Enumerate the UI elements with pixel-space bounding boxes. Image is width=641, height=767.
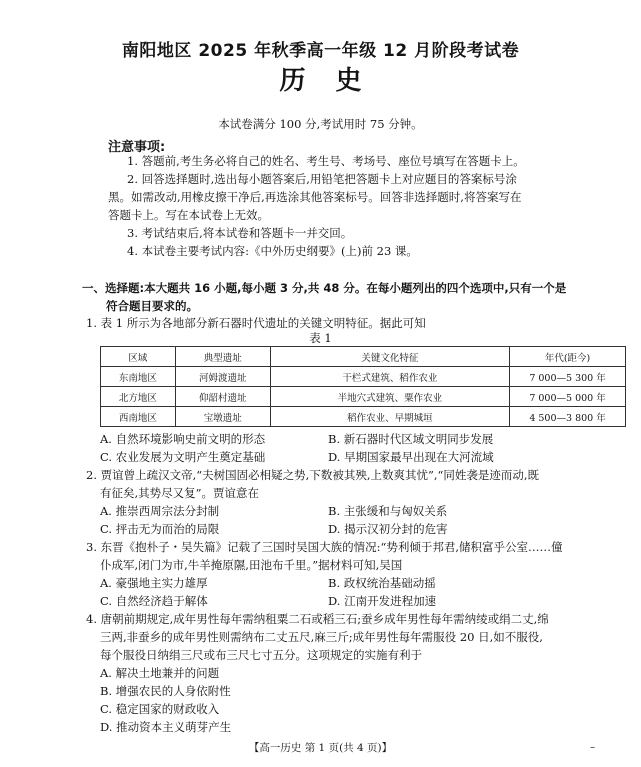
q1-option-a: A. 自然环境影响史前文明的形态 [100,432,266,446]
q2-option-a: A. 推崇西周宗法分封制 [100,504,220,518]
table-cell: 东南地区 [101,367,176,387]
q3-option-a: A. 豪强地主实力雄厚 [100,576,208,590]
q4-line-1: 4. 唐朝前期规定,成年男性每年需纳租粟二石或稻三石;蚕乡成年男性每年需纳绫或绢二丈,绵 [86,612,549,626]
table-cell: 4 500—3 800 年 [510,407,626,427]
table-header: 年代(距今) [510,347,626,367]
q2-option-d: D. 揭示汉初分封的危害 [328,522,448,536]
q3-line-1: 3. 东晋《抱朴子・吴失篇》记载了三国时吴国大族的情况:“势利倾于邦君,储积富乎公室……僮 [86,540,563,554]
q1-option-d: D. 早期国家最早出现在大河流域 [328,450,494,464]
q1-option-c: C. 农业发展为文明产生奠定基础 [100,450,266,464]
table-caption: 表 1 [309,331,332,345]
table-cell: 河姆渡遗址 [175,367,270,387]
notice-line-3: 黑。如需改动,用橡皮擦干净后,再选涂其他答案标号。回答非选择题时,将答案写在 [108,190,522,204]
table-cell: 稻作农业、早期城垣 [270,407,509,427]
q4-option-d: D. 推动资本主义萌芽产生 [100,720,232,734]
table-cell: 西南地区 [101,407,176,427]
exam-info: 本试卷满分 100 分,考试用时 75 分钟。 [218,117,423,131]
subject-title: 历史 [279,66,392,96]
q2-option-c: C. 抨击无为而治的局限 [100,522,220,536]
table-header: 区域 [101,347,176,367]
table-cell: 宝墩遗址 [175,407,270,427]
q4-option-a: A. 解决土地兼并的问题 [100,666,220,680]
notice-heading: 注意事项: [108,140,166,155]
notice-line-4: 答题卡上。写在本试卷上无效。 [108,208,269,222]
table-cell: 北方地区 [101,387,176,407]
table-cell: 7 000—5 000 年 [510,387,626,407]
section-heading-line-2: 符合题目要求的。 [106,299,198,313]
table-cell: 7 000—5 300 年 [510,367,626,387]
q1-table [100,346,626,427]
q1-stem: 1. 表 1 所示为各地部分新石器时代遗址的关键文明特征。据此可知 [86,316,426,330]
table-header: 典型遗址 [175,347,270,367]
q4-line-3: 每个服役日纳绢三尺或布三尺七寸五分。这项规定的实施有利于 [100,648,422,662]
q2-option-b: B. 主张缓和与匈奴关系 [328,504,448,518]
table-row [101,367,626,387]
table-header: 关键文化特征 [270,347,509,367]
notice-line-6: 4. 本试卷主要考试内容:《中外历史纲要》(上)前 23 课。 [127,244,418,258]
table-row [101,407,626,427]
q2-line-2: 有征矣,其势尽又复”。贾谊意在 [100,486,260,500]
q4-option-c: C. 稳定国家的财政收入 [100,702,220,716]
table-cell: 半地穴式建筑、粟作农业 [270,387,509,407]
exam-title: 南阳地区 2025 年秋季高一年级 12 月阶段考试卷 [121,41,520,61]
q3-option-b: B. 政权统治基础动摇 [328,576,436,590]
section-heading-line-1: 一、选择题:本大题共 16 小题,每小题 3 分,共 48 分。在每小题列出的四个选项中,只有一个是 [82,281,567,295]
notice-line-2: 2. 回答选择题时,选出每小题答案后,用铅笔把答题卡上对应题目的答案标号涂 [127,172,517,186]
q4-option-b: B. 增强农民的人身依附性 [100,684,231,698]
q3-option-d: D. 江南开发进程加速 [328,594,437,608]
q1-option-b: B. 新石器时代区域文明同步发展 [328,432,494,446]
table-row [101,387,626,407]
q2-line-1: 2. 贾谊曾上疏汉文帝,“夫树国固必相疑之势,下数被其殃,上数爽其忧”,“同姓袭是迹而动,既 [86,468,540,482]
table-cell: 干栏式建筑、稻作农业 [270,367,509,387]
q3-option-c: C. 自然经济趋于解体 [100,594,208,608]
table-header-row [101,347,626,367]
q3-line-2: 仆成军,闭门为市,牛羊掩原隰,田池布千里。”据材料可知,吴国 [100,558,403,572]
notice-line-1: 1. 答题前,考生务必将自己的姓名、考生号、考场号、座位号填写在答题卡上。 [127,154,525,168]
notice-line-5: 3. 考试结束后,将本试卷和答题卡一并交回。 [127,226,353,240]
footer-mark: – [590,742,595,753]
q4-line-2: 三两,非蚕乡的成年男性则需纳布二丈五尺,麻三斤;成年男性每年需服役 20 日,如不服役, [100,630,543,644]
table-cell: 仰韶村遗址 [175,387,270,407]
page-footer: 【高一历史 第 1 页(共 4 页)】 [248,742,393,754]
